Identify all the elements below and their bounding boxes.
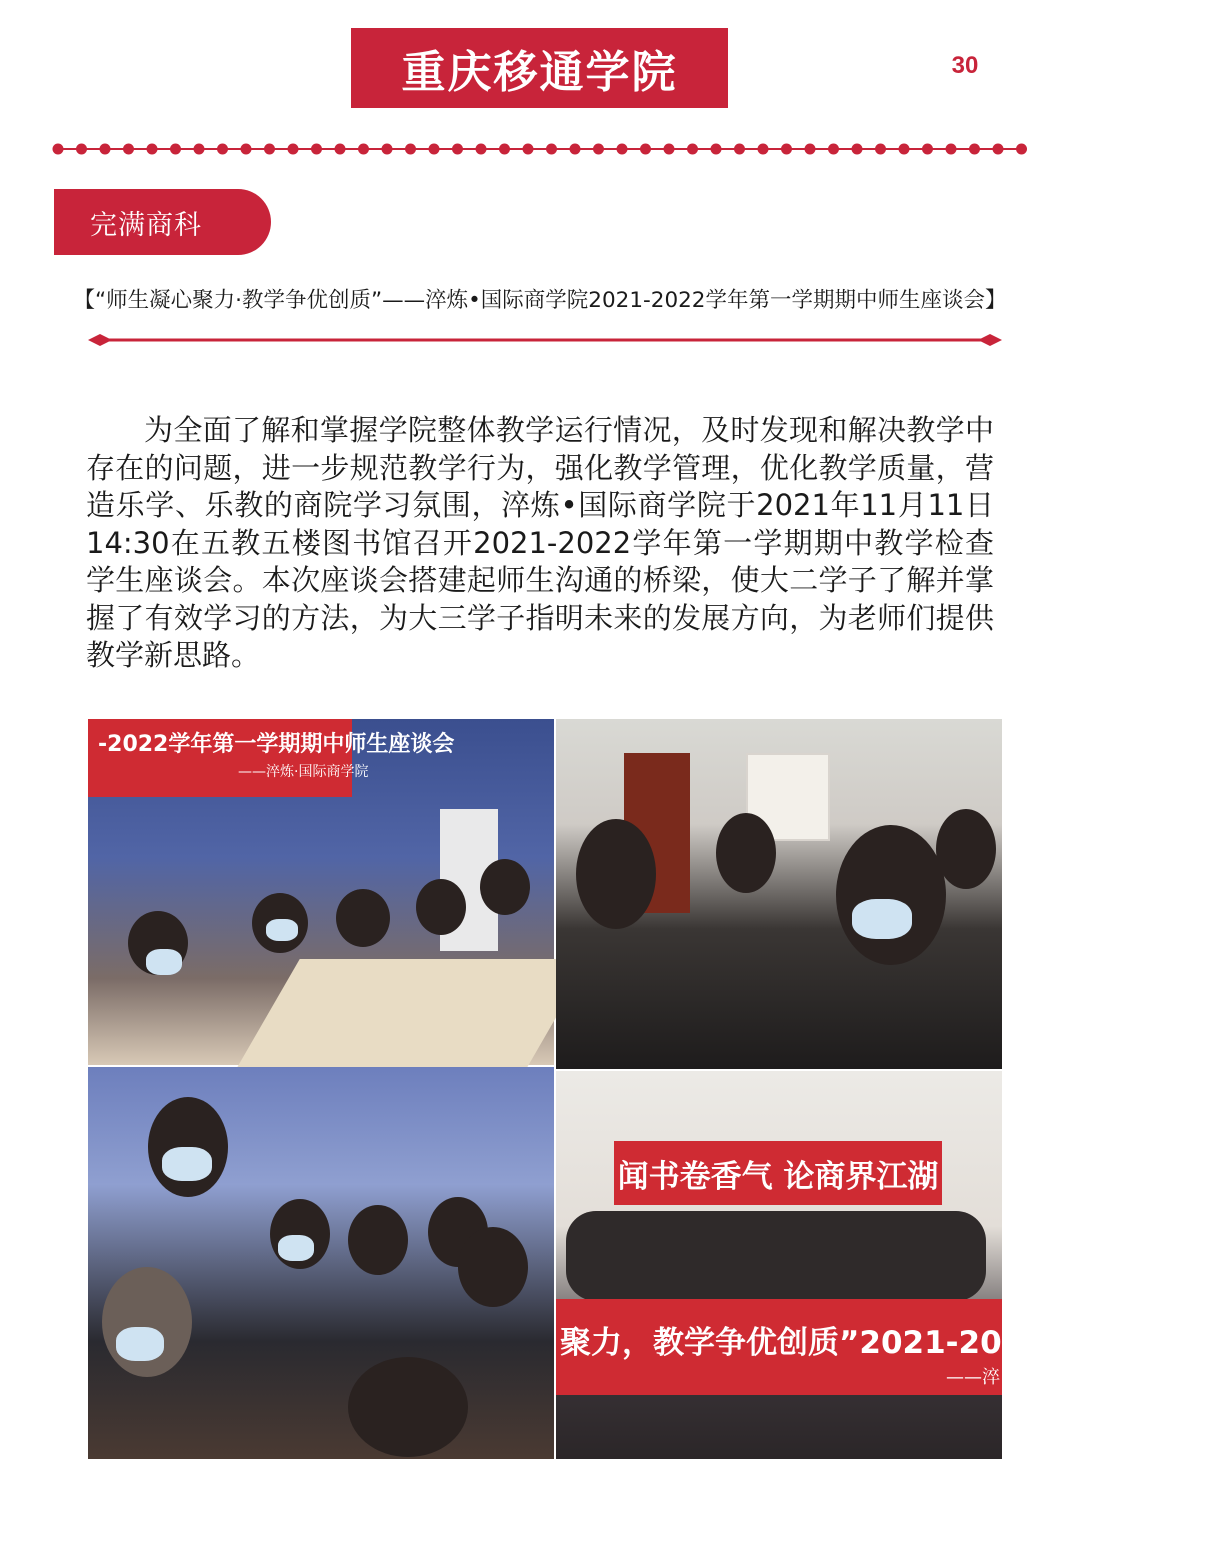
divider-dot (852, 144, 863, 155)
divider-dot (194, 144, 205, 155)
page-title: 重庆移通学院 (351, 28, 728, 108)
person-head (576, 819, 656, 929)
divider-dot (1016, 144, 1027, 155)
divider-dot (241, 144, 252, 155)
divider-dot (664, 144, 675, 155)
page-number: 30 (951, 52, 979, 79)
photo-group (556, 1071, 1231, 1459)
divider-dot (969, 144, 980, 155)
divider-dot (946, 144, 957, 155)
divider-dot (828, 144, 839, 155)
photo-collage (88, 719, 1231, 1459)
divider-dot (875, 144, 886, 155)
meeting-banner (88, 719, 455, 797)
section-tab-label: 完满商科 (90, 209, 202, 241)
person-head (936, 809, 996, 889)
divider-dot (922, 144, 933, 155)
photo-student-speaking (88, 1067, 554, 1459)
divider-dot (335, 144, 346, 155)
banner-subtext: ——淬炼·国际商学院 (238, 764, 369, 780)
face-mask (278, 1235, 314, 1261)
person-head (716, 813, 776, 893)
conference-table (236, 959, 590, 1069)
dotted-divider (50, 140, 1030, 158)
divider-dot (429, 144, 440, 155)
banner-subtext: ——淬 (946, 1367, 1000, 1388)
divider-dot (687, 144, 698, 155)
divider-dot (570, 144, 581, 155)
face-mask (146, 949, 182, 975)
divider-dot (358, 144, 369, 155)
divider-dot (53, 144, 64, 155)
divider-dot (734, 144, 745, 155)
crowd (566, 1211, 986, 1301)
diamond-divider (88, 330, 1002, 350)
section-tab (54, 189, 271, 255)
divider-dot (593, 144, 604, 155)
person-head (836, 825, 946, 965)
divider-dot (499, 144, 510, 155)
divider-dot (288, 144, 299, 155)
group-banner-bottom (556, 1299, 1231, 1395)
divider-dot (264, 144, 275, 155)
person-head (336, 889, 390, 947)
divider-dot (476, 144, 487, 155)
face-mask (266, 919, 298, 941)
group-banner-top (614, 1141, 942, 1205)
face-mask (852, 899, 912, 939)
divider-dot (170, 144, 181, 155)
divider-dot (382, 144, 393, 155)
divider-dot (405, 144, 416, 155)
person-head (416, 879, 466, 935)
person-head (348, 1205, 408, 1275)
article-subtitle: 【“师生凝心聚力·教学争优创质”——淬炼•国际商学院2021-2022学年第一学期期中师生座谈会】 (73, 288, 1007, 313)
banner-text: -2022学年第一学期期中师生座谈会 (98, 732, 455, 757)
divider-dot (711, 144, 722, 155)
face-mask (116, 1327, 164, 1361)
banner-text: 聚力，教学争优创质”2021-2022学年第一学期 (560, 1325, 1231, 1361)
divider-dot (147, 144, 158, 155)
divider-dot (805, 144, 816, 155)
divider-dot (452, 144, 463, 155)
divider-dot (217, 144, 228, 155)
divider-dot (993, 144, 1004, 155)
divider-dot (617, 144, 628, 155)
photo-students-writing (556, 719, 1002, 1069)
face-mask (162, 1147, 212, 1181)
divider-dot (546, 144, 557, 155)
divider-dot (758, 144, 769, 155)
person-head (480, 859, 530, 915)
person-head (458, 1227, 528, 1307)
divider-dot (100, 144, 111, 155)
divider-dot (523, 144, 534, 155)
person-head (348, 1357, 468, 1457)
article-body: 为全面了解和掌握学院整体教学运行情况，及时发现和解决教学中存在的问题，进一步规范教学行为，强化教学管理，优化教学质量，营造乐学、乐教的商院学习氛围，淬炼•国际商学院于2021年11月11日14:30在五教五楼图书馆召开2021-2022学年第一学期期中教学检查学生座谈会。本次座谈会搭建起师生沟通的桥梁，使大二学子了解并掌握了有效学习的方法，为大三学子指明未来的发展方向，为老师们提供教学新思路。 (86, 413, 994, 672)
photo-meeting-teachers (88, 719, 554, 1065)
divider-dot (123, 144, 134, 155)
divider-dot (781, 144, 792, 155)
banner-text: 闻书卷香气 论商界江湖 (617, 1158, 939, 1195)
divider-dot (899, 144, 910, 155)
divider-dot (76, 144, 87, 155)
divider-dot (311, 144, 322, 155)
divider-dot (640, 144, 651, 155)
